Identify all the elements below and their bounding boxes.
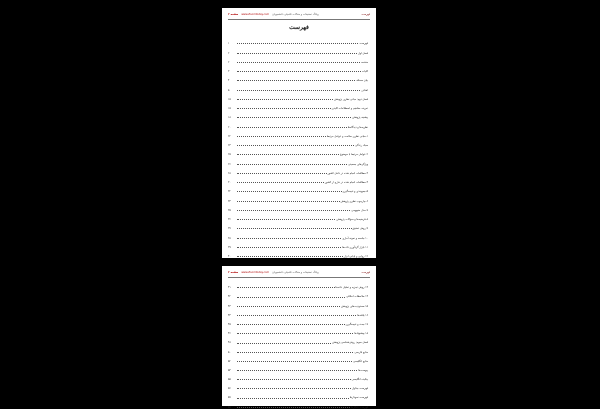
toc-page-number: ۴۸ — [228, 341, 231, 345]
dot-leader — [237, 370, 357, 371]
toc-page-number: ۳۰ — [228, 181, 231, 184]
toc-entry-label: ۷-مدل مفهومی — [351, 208, 368, 212]
toc-page-number: ۳۹ — [228, 245, 231, 249]
dot-leader — [237, 228, 352, 229]
dot-leader — [237, 343, 331, 344]
toc-entry[interactable] — [228, 193, 368, 202]
toc-entry-label: پیشینه پژوهش — [352, 116, 368, 120]
dot-leader — [237, 201, 340, 202]
toc-page-number: ۵۲ — [228, 359, 231, 363]
toc-entry[interactable] — [228, 308, 368, 317]
dot-leader — [237, 333, 353, 334]
dot-leader — [237, 108, 331, 109]
toc-entry-label: ۱-مبانی نظری سلامت و عوامل مرتبط — [326, 134, 368, 138]
toc-entry[interactable] — [228, 203, 368, 212]
toc-entry-label: ۱۸-پیشنهادها — [354, 332, 368, 336]
header-title: وبلاگ تحقیقات و مقالات تکمیلی دانشجویان — [272, 13, 319, 16]
toc-entry[interactable] — [228, 212, 368, 221]
toc-entry[interactable] — [228, 166, 368, 175]
dot-leader — [237, 127, 347, 128]
toc-page-number: ۲۸ — [228, 171, 231, 175]
toc-entry-label: بیان مسئله — [356, 79, 368, 83]
toc-entry[interactable] — [228, 372, 368, 381]
toc-entry-label: منابع انگلیسی — [353, 359, 368, 363]
toc-entry[interactable] — [228, 82, 368, 91]
dot-leader — [237, 388, 351, 389]
toc-entry[interactable] — [228, 280, 368, 289]
toc-page-number: ۱۵ — [228, 97, 231, 101]
dot-leader — [237, 238, 341, 239]
toc-entry-label: فهرست نمودارها — [349, 396, 368, 400]
toc-entry[interactable] — [228, 399, 368, 408]
toc-page-number: ۵ — [228, 88, 230, 92]
dot-leader — [237, 324, 345, 325]
toc-entry[interactable] — [228, 156, 368, 165]
toc-entry-label: ۱۶-یافته‌ها — [357, 313, 368, 317]
toc-entry[interactable] — [228, 64, 368, 73]
toc-page-number: ۱۸ — [228, 116, 231, 120]
dot-leader — [237, 99, 333, 100]
toc-entry-label: ۸-فرضیه‌ها و سؤالات پژوهش — [336, 218, 368, 221]
dot-leader — [237, 117, 351, 118]
dot-leader — [237, 315, 356, 316]
toc-entry[interactable] — [228, 147, 368, 156]
toc-entry-label: فهرست شکل‌ها — [350, 405, 368, 409]
toc-entry-label: چکیده انگلیسی — [351, 378, 368, 382]
toc-entry-label: فصل سوم: روش‌شناسی پژوهش — [332, 341, 368, 345]
toc-entry[interactable] — [228, 326, 368, 335]
document-page-1 — [222, 8, 376, 258]
toc-entry[interactable] — [228, 221, 368, 230]
toc-page-number: ۳۸ — [228, 236, 231, 240]
toc-entry[interactable] — [228, 36, 368, 45]
toc-entry[interactable] — [228, 390, 368, 399]
toc-page-number: ۲۳ — [228, 144, 231, 147]
dot-leader — [237, 136, 326, 137]
site-url: www.Zoomtoday.com — [241, 271, 270, 274]
toc-page-number: ۵۶ — [228, 387, 231, 391]
toc-entry-label: پیوست‌ها — [358, 368, 368, 372]
dot-leader — [237, 191, 342, 192]
toc-entry-label: ۳-مطالعات انجام شده در داخل کشور — [327, 171, 368, 175]
toc-page-number: ۴۴ — [228, 313, 231, 317]
dot-leader — [237, 164, 347, 165]
toc-page-number: ۵۸ — [228, 405, 231, 409]
toc-entry[interactable] — [228, 335, 368, 344]
toc-entry-label: ۱۵-محدودیت‌های پژوهش — [341, 304, 368, 308]
toc-page-number: ۴۰ — [228, 255, 231, 258]
toc-page-number: ۵۰ — [228, 350, 231, 354]
toc-page-number: ۴ — [228, 79, 230, 83]
toc-entry-label: فصل اول — [357, 51, 368, 55]
toc-page-number: ۵۴ — [228, 368, 231, 372]
toc-page-number: ۲۵ — [228, 153, 231, 157]
toc-entry[interactable] — [228, 381, 368, 390]
toc-entry[interactable] — [228, 101, 368, 110]
page-number: صفحه ۳ — [228, 271, 239, 274]
dot-leader — [237, 287, 335, 288]
toc-entry[interactable] — [228, 363, 368, 372]
toc-entry-label: فهرست — [359, 42, 368, 46]
toc-entry-label: سبک زندگی — [355, 144, 368, 147]
toc-entry[interactable] — [228, 110, 368, 119]
toc-entry-label: ۲-عوامل مرتبط با موضوع — [340, 153, 368, 157]
toc-entry[interactable] — [228, 354, 368, 363]
toc-entry-label: منابع فارسی — [354, 350, 368, 354]
dot-leader — [237, 71, 361, 72]
toc-entry-label: اهداف — [361, 88, 368, 92]
toc-page-number: ۵۵ — [228, 378, 231, 382]
toc-page-number: ۳۵ — [228, 208, 231, 212]
document-page-2 — [222, 266, 376, 409]
toc-entry-label: ۱۴-ملاحظات اخلاقی — [346, 295, 368, 299]
toc-entry-label: تعریف مفاهیم و اصطلاحات کلیدی — [331, 107, 368, 110]
toc-page-number: ۴۵ — [228, 322, 231, 326]
toc-list — [228, 280, 368, 409]
toc-entry[interactable] — [228, 55, 368, 64]
dot-leader — [237, 256, 343, 257]
dot-leader — [237, 352, 353, 353]
toc-entry[interactable] — [228, 249, 368, 258]
dot-leader — [237, 53, 357, 54]
toc-entry[interactable] — [228, 138, 368, 147]
toc-page-number: ۲ — [228, 60, 230, 64]
toc-entry[interactable] — [228, 45, 368, 54]
toc-entry[interactable] — [228, 298, 368, 307]
page-number: صفحه ۲ — [228, 13, 239, 16]
toc-entry[interactable] — [228, 317, 368, 326]
toc-entry-label: ۱۲-روایی و پایایی ابزار — [343, 255, 368, 258]
toc-page-number: ۳۲ — [228, 190, 231, 194]
toc-entry-label: نظریه‌ها و دیدگاه‌ها — [347, 125, 368, 129]
toc-page-number: ۳۶ — [228, 218, 231, 221]
dot-leader — [237, 173, 327, 174]
dot-leader — [237, 210, 350, 211]
toc-entry[interactable] — [228, 230, 368, 239]
toc-page-number: ۴۶ — [228, 332, 231, 336]
toc-entry-label: مقدمه — [361, 60, 368, 64]
toc-entry[interactable] — [228, 129, 368, 138]
toc-entry[interactable] — [228, 92, 368, 101]
toc-entry-label: ۵-جمع‌بندی و نتیجه‌گیری — [342, 190, 368, 194]
toc-entry-label: ۴-مطالعات انجام شده در خارج از کشور — [324, 181, 368, 184]
toc-entry-label: کلیات — [361, 70, 368, 73]
toc-entry[interactable] — [228, 184, 368, 193]
dot-leader — [237, 398, 349, 399]
dot-leader — [237, 379, 351, 380]
dot-leader — [237, 219, 335, 220]
toc-entry[interactable] — [228, 289, 368, 298]
dot-leader — [237, 90, 360, 91]
toc-entry-label: فصل دوم: مبانی نظری پژوهش — [334, 97, 368, 101]
header-title: وبلاگ تحقیقات و مقالات تکمیلی دانشجویان — [272, 271, 319, 274]
header-section: فهرست — [361, 271, 370, 274]
toc-entry-label: ۶-چارچوب نظری پژوهش — [340, 199, 368, 203]
toc-entry-label: ۹-روش تحقیق — [352, 227, 368, 231]
toc-page-number: ۴۲ — [228, 295, 231, 299]
dot-leader — [237, 297, 345, 298]
toc-page-number: ۳۳ — [228, 199, 231, 203]
dot-leader — [237, 43, 358, 44]
toc-entry[interactable] — [228, 73, 368, 82]
toc-entry-label: ۱۳-روش تجزیه و تحلیل داده‌ها — [335, 286, 368, 290]
toc-entry[interactable] — [228, 344, 368, 353]
header-divider — [228, 277, 370, 278]
dot-leader — [237, 306, 340, 307]
toc-entry-label: فهرست جداول — [351, 387, 368, 391]
toc-entry-label: ۱۰-جامعه و نمونه آماری — [342, 236, 368, 240]
toc-page-number: ۲ — [228, 51, 230, 55]
header-section: فهرست — [361, 13, 370, 16]
toc-page-number: ۲۲ — [228, 134, 231, 138]
toc-page-number: ۲۶ — [228, 162, 231, 166]
toc-entry-label: ۱۱-ابزار گردآوری داده‌ها — [342, 245, 368, 249]
toc-page-number: ۲۰ — [228, 125, 231, 129]
toc-page-number: ۱۵ — [228, 107, 231, 110]
page-header — [228, 268, 370, 277]
page-header — [228, 10, 370, 19]
toc-entry[interactable] — [228, 175, 368, 184]
toc-entry[interactable] — [228, 119, 368, 128]
toc-entry-label: ویژگی‌های جمعیتی — [348, 162, 368, 166]
toc-page-number: ۵۷ — [228, 396, 231, 400]
toc-page-number: ۳۷ — [228, 227, 231, 231]
dot-leader — [237, 407, 350, 408]
toc-entry-label: ۱۷-بحث و نتیجه‌گیری — [345, 322, 368, 326]
toc-list — [228, 36, 368, 258]
toc-page-number: ۴۳ — [228, 304, 231, 308]
toc-entry[interactable] — [228, 240, 368, 249]
dot-leader — [237, 62, 360, 63]
toc-page-number: ۳ — [228, 70, 230, 73]
dot-leader — [237, 80, 355, 81]
site-url: www.Zoomtoday.com — [241, 13, 270, 16]
dot-leader — [237, 182, 324, 183]
toc-page-number: ۴۱ — [228, 286, 231, 290]
dot-leader — [237, 154, 339, 155]
dot-leader — [237, 361, 352, 362]
dot-leader — [237, 145, 354, 146]
header-divider — [228, 19, 370, 20]
dot-leader — [237, 247, 341, 248]
toc-title: فهرست — [289, 24, 309, 31]
toc-page-number: ۱ — [228, 42, 230, 46]
